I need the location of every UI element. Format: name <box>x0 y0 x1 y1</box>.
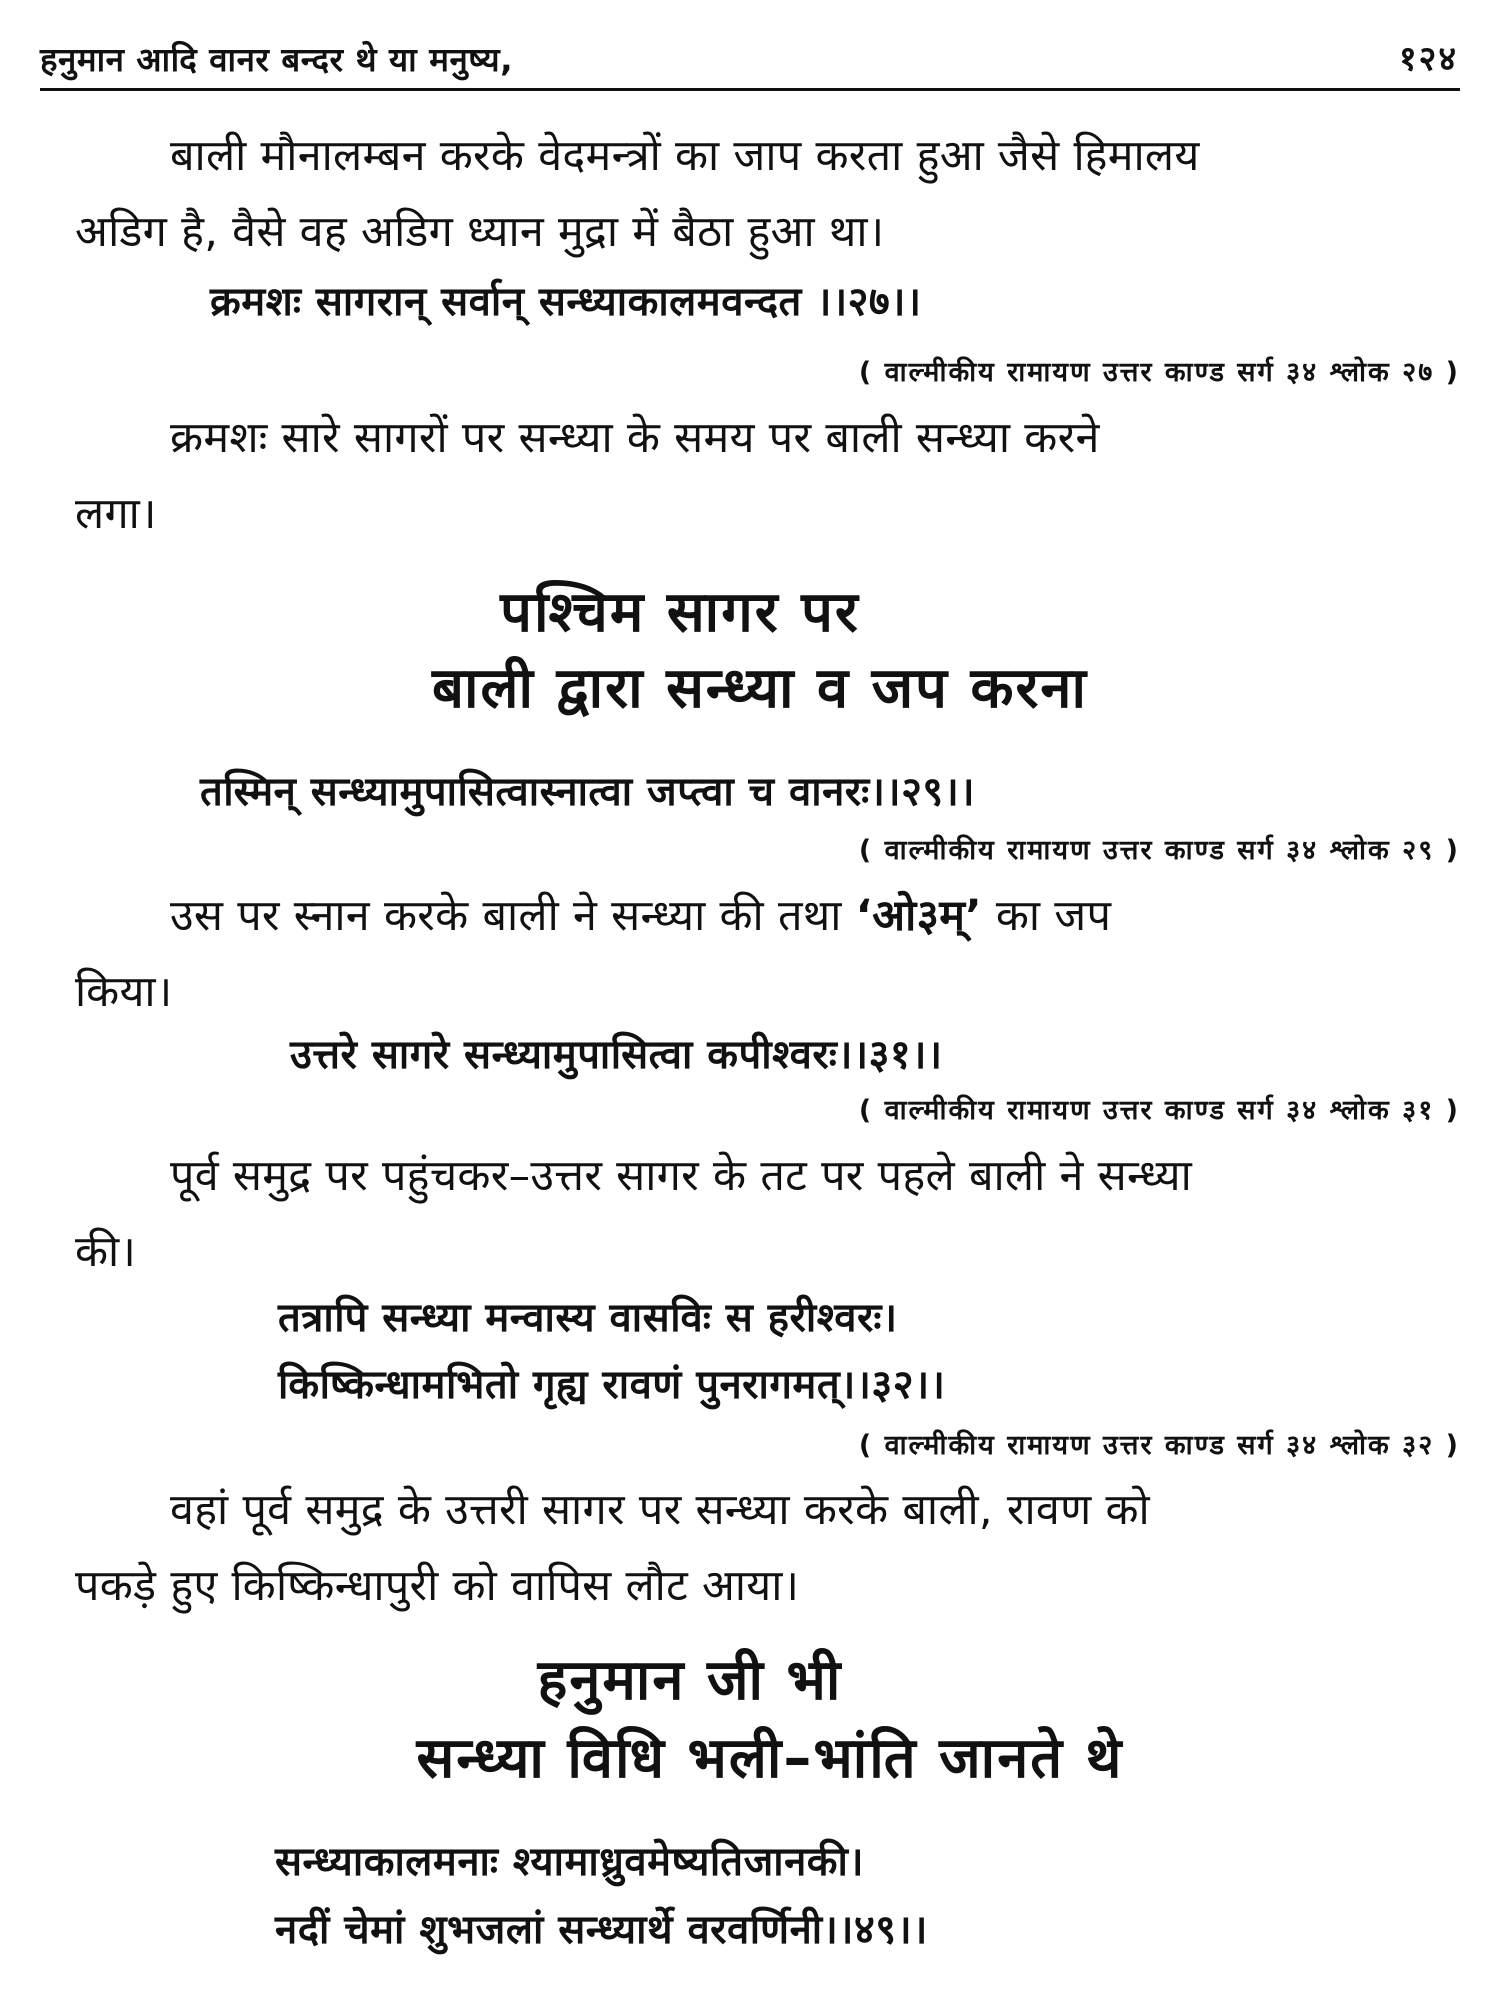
page-header <box>40 28 1460 91</box>
verse-29: तस्मिन् सन्ध्यामुपासित्वास्नात्वा जप्त्वा च वानरः।।२९।। <box>200 769 975 815</box>
paragraph-line: वहां पूर्व समुद्र के उत्तरी सागर पर सन्ध्या करके बाली, रावण को <box>170 1485 1150 1535</box>
verse-49-line2: नदीं चेमां शुभजलां सन्ध्यार्थे वरवर्णिनी।।४९।। <box>275 1907 928 1953</box>
verse-reference: ( वाल्मीकीय रामायण उत्तर काण्ड सर्ग ३४ श्लोक २७ ) <box>858 357 1460 388</box>
section-heading-1-line1: पश्चिम सागर पर <box>500 580 860 645</box>
running-title: हनुमान आदि वानर बन्दर थे या मनुष्य, <box>40 40 514 79</box>
verse-32-line1: तत्रापि सन्ध्या मन्वास्य वासविः स हरीश्वरः। <box>278 1295 898 1341</box>
verse-31: उत्तरे सागरे सन्ध्यामुपासित्वा कपीश्वरः।।३१।। <box>290 1032 943 1078</box>
paragraph-line: की। <box>75 1227 137 1277</box>
section-heading-2-line1: हनुमान जी भी <box>537 1648 843 1713</box>
paragraph-3 <box>75 878 1455 1030</box>
paragraph-line: लगा। <box>75 489 157 539</box>
paragraph-4 <box>75 1138 1455 1290</box>
section-heading-2-line2: सन्ध्या विधि भली–भांति जानते थे <box>416 1726 1124 1791</box>
verse-27: क्रमशः सागरान् सर्वान् सन्ध्याकालमवन्दत ।।२७।। <box>210 279 922 325</box>
paragraph-line: पूर्व समुद्र पर पहुंचकर–उत्तर सागर के तट पर पहले बाली ने सन्ध्या <box>170 1151 1193 1201</box>
paragraph-5 <box>75 1472 1455 1624</box>
paragraph-2 <box>75 400 1455 552</box>
paragraph-line: बाली मौनालम्बन करके वेदमन्त्रों का जाप करता हुआ जैसे हिमालय <box>170 131 1200 181</box>
verse-reference: ( वाल्मीकीय रामायण उत्तर काण्ड सर्ग ३४ श्लोक ३१ ) <box>858 1095 1460 1126</box>
paragraph-line: पकड़े हुए किष्किन्धापुरी को वापिस लौट आया। <box>75 1561 800 1611</box>
om-word: ‘ओ३म्’ <box>855 891 982 941</box>
paragraph-1 <box>75 118 1455 270</box>
paragraph-line: क्रमशः सारे सागरों पर सन्ध्या के समय पर बाली सन्ध्या करने <box>170 413 1100 463</box>
paragraph-line <box>75 878 1455 954</box>
paragraph-text: का जप <box>995 891 1112 941</box>
paragraph-line: अडिग है, वैसे वह अडिग ध्यान मुद्रा में बैठा हुआ था। <box>75 207 885 257</box>
page-number: १२४ <box>1398 39 1458 79</box>
section-heading-1-line2: बाली द्वारा सन्ध्या व जप करना <box>432 656 1088 721</box>
paragraph-text: उस पर स्नान करके बाली ने सन्ध्या की तथा <box>170 891 842 941</box>
verse-reference: ( वाल्मीकीय रामायण उत्तर काण्ड सर्ग ३४ श्लोक ३२ ) <box>858 1430 1460 1461</box>
verse-32-line2: किष्किन्धामभितो गृह्य रावणं पुनरागमत्।।३२।। <box>278 1362 946 1408</box>
verse-reference: ( वाल्मीकीय रामायण उत्तर काण्ड सर्ग ३४ श्लोक २९ ) <box>858 835 1460 866</box>
verse-49-line1: सन्ध्याकालमनाः श्यामाध्रुवमेष्यतिजानकी। <box>275 1839 865 1885</box>
paragraph-line: किया। <box>75 967 173 1017</box>
